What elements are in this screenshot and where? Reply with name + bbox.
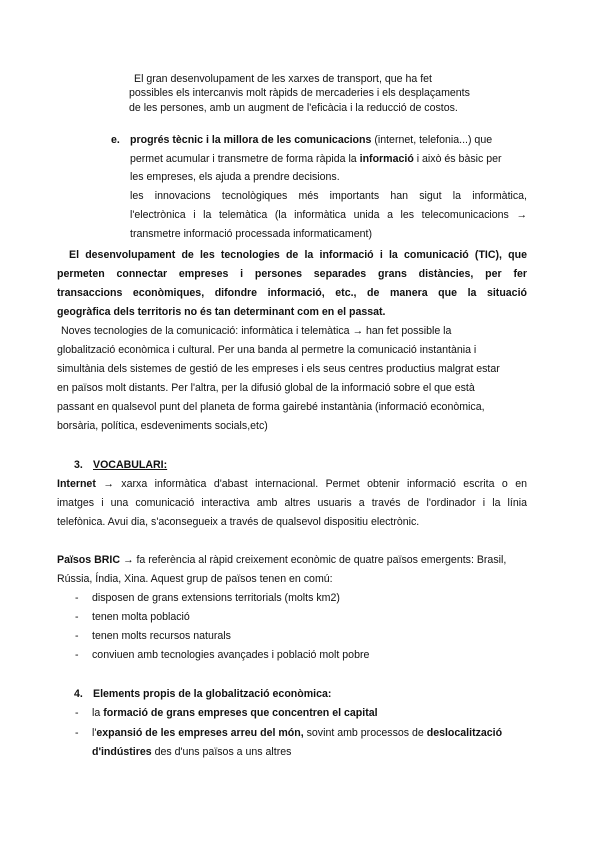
internet-line-1 [57,478,527,491]
item-e-line-2 [130,153,502,166]
item-e-line-5: l'electrònica i la telemàtica (la informàtica unida a les telecomunicacions → [130,209,527,221]
bullet-marker: - [75,592,79,604]
internet-term: Internet [57,478,96,490]
section-4-bullet-2-line-2-bold: d'indústires [92,746,152,758]
section-4-title: Elements propis de la globalització econòmica: [93,688,332,700]
item-e-line-2-bold: informació [359,153,414,165]
noves-line-5: passant en qualsevol punt del planeta de forma gairebé instantània (informació econòmica, [57,401,485,413]
section-4-bullet-2-line-1 [92,727,502,740]
bric-bullet-3: tenen molts recursos naturals [92,630,231,642]
bric-bullet-1: disposen de grans extensions territorials (molts km2) [92,592,340,604]
section-3-title: VOCABULARI: [93,459,168,471]
intro-line-3: de les persones, amb un augment de l'eficàcia i la reducció de costos. [129,102,458,114]
item-e-line-6: transmetre informació processada informaticament) [130,228,372,240]
item-e-line-2-pre: permet acumular i transmetre de forma ràpida la [130,153,360,165]
bric-bullet-4: conviuen amb tecnologies avançades i població molt pobre [92,649,370,661]
noves-line-6: borsària, política, esdeveniments socials,etc) [57,420,268,432]
bullet-marker: - [75,727,79,739]
section-4-bullet-1-pre: la [92,707,104,719]
intro-line-1: El gran desenvolupament de les xarxes de transport, que ha fet [134,73,432,85]
noves-line-1: Noves tecnologies de la comunicació: informàtica i telemàtica → han fet possible la [61,325,452,337]
section-4-bullet-2-line-2-rest: des d'uns països a uns altres [151,746,292,758]
item-e-title: progrés tècnic i la millora de les comunicacions [130,134,372,146]
bullet-marker: - [75,707,79,719]
tic-line-4: geogràfica dels territoris no és tan determinant com en el passat. [57,306,386,318]
bric-line-2: Rússia, Índia, Xina. Aquest grup de països tenen en comú: [57,573,333,585]
internet-line-3: telefònica. Avui dia, s'aconsegueix a través de qualsevol dispositiu electrònic. [57,516,420,528]
tic-line-1: El desenvolupament de les tecnologies de la informació i la comunicació (TIC), que [69,249,527,261]
bullet-marker: - [75,630,79,642]
section-3-number: 3. [74,459,83,471]
section-4-bullet-2-mid: sovint amb processos de [303,727,427,739]
item-e-title-paren: (internet, telefonia...) que [371,134,493,146]
bric-bullet-2: tenen molta població [92,611,190,623]
intro-line-2: possibles els intercanvis molt ràpids de mercaderies i els desplaçaments [129,87,470,99]
tic-line-3: transaccions econòmiques, difondre informació, etc., de manera que la situació [57,287,527,299]
section-4-bullet-2-line-2 [92,746,291,759]
bric-line-1-rest: → fa referència al ràpid creixement econòmic de quatre països emergents: Brasil, [120,554,507,566]
bric-line-1 [57,554,506,567]
section-4-number: 4. [74,688,83,700]
item-e-line-2-post: i això és bàsic per [413,153,502,165]
tic-line-2: permeten connectar empreses i persones separades grans distàncies, per fer [57,268,527,280]
internet-line-2: imatges i una comunicació interactiva amb altres usuaris a través de l'ordinador i la línia [57,497,527,509]
section-4-bullet-1 [92,707,378,720]
item-e-marker: e. [111,134,120,146]
section-4-bullet-1-bold: formació de grans empreses que concentren el capital [103,707,378,719]
bullet-marker: - [75,611,79,623]
item-e-line-1 [130,134,492,147]
item-e-line-3: les empreses, els ajuda a prendre decisions. [130,171,340,183]
bullet-marker: - [75,649,79,661]
section-4-bullet-2-pre: l' [92,727,97,739]
internet-line-1-rest: → xarxa informàtica d'abast internacional. Permet obtenir informació escrita o en [95,478,527,490]
noves-line-4: en països molt distants. Per l'altra, per la difusió global de la informació sobre el que està [57,382,475,394]
bric-term: Països BRIC [57,554,120,566]
item-e-line-4: les innovacions tecnològiques més importants han sigut la informàtica, [130,190,527,202]
section-4-bullet-2-bold: expansió de les empreses arreu del món, [96,727,304,739]
section-4-bullet-2-bold-2: deslocalització [426,727,503,739]
noves-line-2: globalització econòmica i cultural. Per una banda al permetre la comunicació instantània i [57,344,477,356]
noves-line-3: simultània dels sistemes de gestió de les empreses i els seus centres productius malgrat estar [57,363,500,375]
